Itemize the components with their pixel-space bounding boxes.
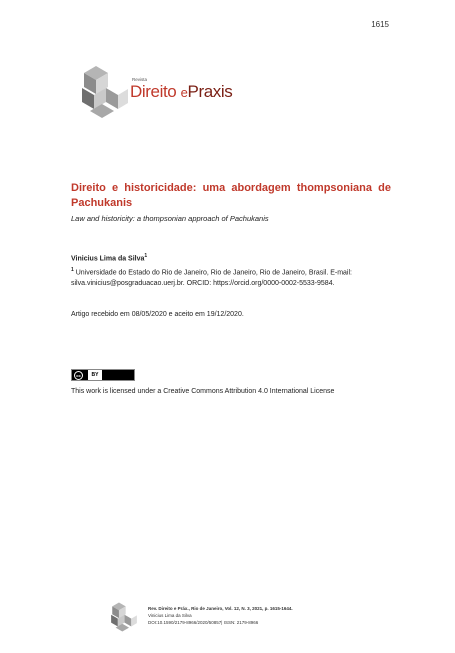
footer-author-line: Vinicius Lima da Silva — [148, 613, 192, 618]
author-name — [71, 253, 147, 262]
author-affiliation — [71, 265, 401, 289]
article-title-english: Law and historicity: a thompsonian approach of Pachukanis — [71, 214, 269, 223]
footer-doi-line: DOI:10.1590/2179-8966/2020/50857| ISSN: 2179-8966 — [148, 620, 259, 625]
author-name-text: Vinicius Lima da Silva — [71, 255, 145, 263]
cc-by-license-badge[interactable] — [71, 369, 135, 381]
received-accepted-dates: Artigo recebido em 08/05/2020 e aceito em 19/12/2020. — [71, 311, 244, 318]
author-footnote-mark: 1 — [144, 253, 148, 259]
affiliation-text: Universidade do Estado do Rio de Janeiro, Rio de Janeiro, Rio de Janeiro, Brasil. E-mail: silva.vinicius@posgraduacao.uerj.br. ORCID: https://orcid.org/0000-0002-5533-9584. — [71, 269, 352, 288]
page-number: 1615 — [371, 20, 389, 29]
footer-journal-line: Rev. Direito e Práx., Rio de Janeiro, Vol. 12, N. 3, 2021, p. 1615-1644. — [148, 606, 293, 611]
footer-journal-logo-icon — [110, 601, 138, 633]
journal-logo-icon — [80, 64, 130, 120]
creative-commons-icon: cc — [74, 371, 83, 380]
license-statement: This work is licensed under a Creative Commons Attribution 4.0 International License — [71, 388, 335, 395]
journal-logo-small-label: Revista — [132, 77, 148, 82]
article-title-portuguese: Direito e historicidade: uma abordagem thompsoniana de Pachukanis — [71, 182, 391, 209]
logo-word-praxis: Praxis — [187, 82, 233, 101]
journal-logo-text — [130, 82, 232, 103]
footer-citation — [148, 605, 293, 626]
affiliation-footnote-mark: 1 — [71, 267, 74, 273]
cc-by-label: BY — [88, 370, 102, 380]
logo-word-e: e — [180, 85, 188, 100]
logo-word-direito: Direito — [130, 82, 177, 101]
